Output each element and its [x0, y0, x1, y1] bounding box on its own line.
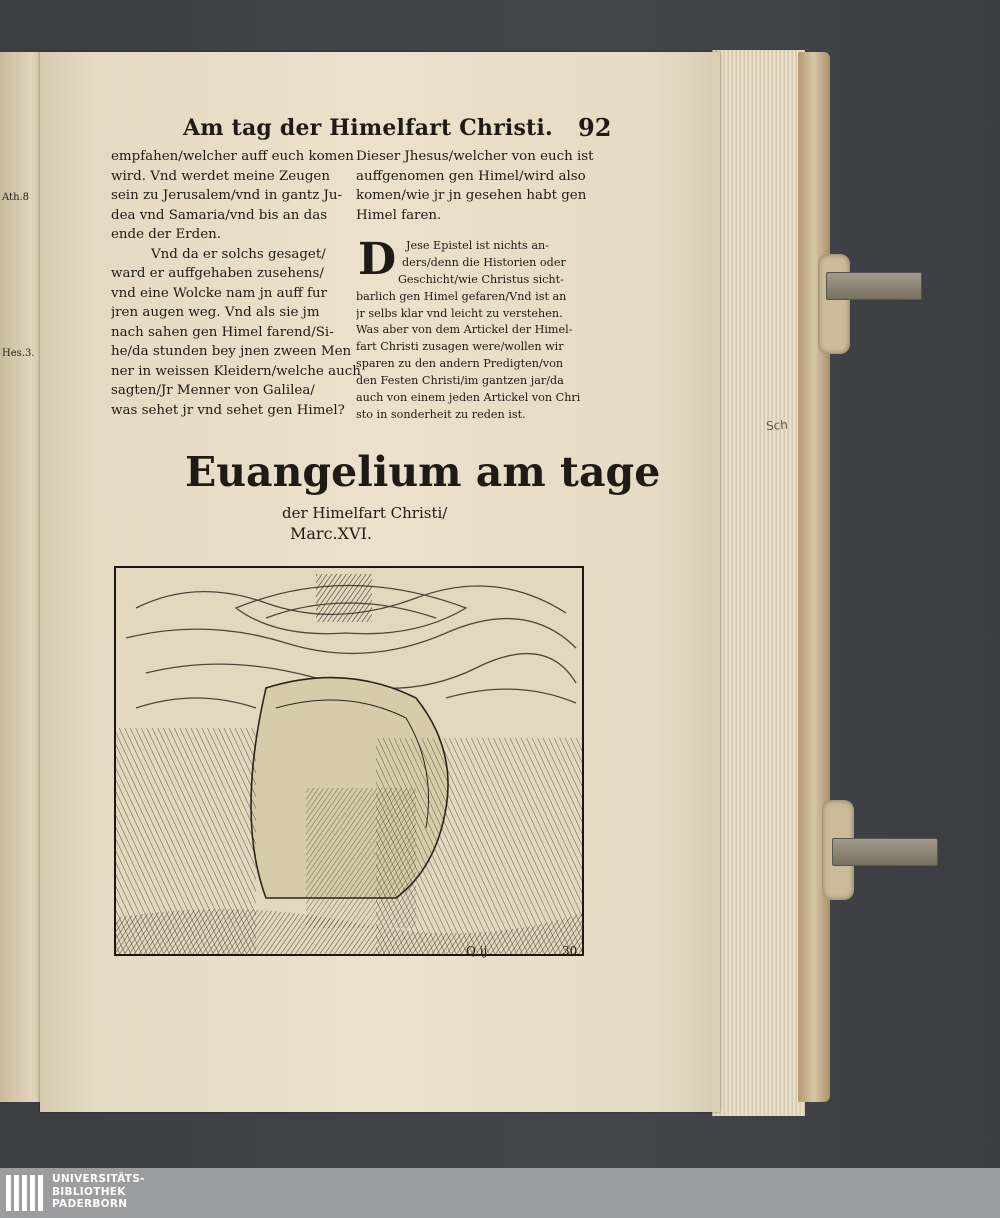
- text-line: was sehet jr vnd sehet gen Himel?: [111, 402, 345, 418]
- library-logo-icon: [6, 1175, 44, 1211]
- text-line: Dieser Jhesus/welcher von euch ist: [356, 149, 594, 164]
- text-line: nach sahen gen Himel farend/Si-: [111, 324, 334, 340]
- margin-note: Ath.8: [2, 192, 30, 203]
- text-line: sein zu Jerusalem/vnd in gantz Ju-: [111, 188, 343, 203]
- catchword: 30: [562, 944, 578, 958]
- clasp-lower-strap: [832, 838, 938, 866]
- text-line: ders/denn die Historien oder: [402, 255, 566, 269]
- text-line: komen/wie jr jn gesehen habt gen: [356, 188, 587, 203]
- text-line: he/da stunden bey jnen zween Men: [111, 344, 352, 359]
- gospel-reference: Marc.XVI.: [290, 524, 372, 543]
- folio-number: 92: [578, 113, 612, 142]
- text-line: den Festen Christi/im gantzen jar/da: [356, 374, 564, 388]
- cover-board: [798, 52, 830, 1102]
- library-name-line: UNIVERSITÄTS-: [52, 1173, 145, 1185]
- text-line: wird. Vnd werdet meine Zeugen: [111, 168, 330, 184]
- page-block-edges: [712, 50, 805, 1116]
- text-line: Was aber von dem Artickel der Himel-: [356, 323, 573, 337]
- signature-mark: Q ij: [466, 944, 488, 958]
- clasp-upper-base: [818, 254, 850, 354]
- library-name-line: PADERBORN: [52, 1198, 128, 1210]
- text-line: sto in sonderheit zu reden ist.: [356, 407, 526, 421]
- text-line: Vnd da er solchs gesaget/: [151, 246, 326, 262]
- text-line: fart Christi zusagen were/wollen wir: [356, 340, 564, 354]
- text-line: ner in weissen Kleidern/welche auch: [111, 363, 361, 379]
- library-footer: [0, 1168, 1000, 1218]
- text-line: auffgenomen gen Himel/wird also: [356, 168, 586, 184]
- spine-label: Sch: [765, 417, 789, 434]
- text-line: Himel faren.: [356, 207, 442, 223]
- woodcut-illustration: [116, 568, 582, 954]
- text-line: sagten/Jr Menner von Galilea/: [111, 383, 315, 398]
- text-line: empfahen/welcher auff euch komen: [111, 149, 354, 164]
- text-line: ende der Erden.: [111, 227, 222, 242]
- gospel-title: Euangelium am tage: [185, 448, 661, 496]
- library-name-line: BIBLIOTHEK: [52, 1185, 126, 1198]
- drop-cap: D: [358, 234, 397, 285]
- text-line: ward er auffgehaben zusehens/: [111, 266, 324, 281]
- gospel-subtitle: der Himelfart Christi/: [282, 504, 448, 522]
- text-line: Geschicht/wie Christus sicht-: [398, 272, 564, 286]
- text-line: dea vnd Samaria/vnd bis an das: [111, 207, 328, 223]
- text-column-right-bottom: [356, 234, 581, 424]
- text-line: barlich gen Himel gefaren/Vnd ist an: [356, 289, 567, 303]
- text-line: Jese Epistel ist nichts an-: [406, 239, 549, 252]
- text-column-left: [111, 147, 361, 420]
- text-line: jren augen weg. Vnd als sie jm: [111, 305, 320, 320]
- text-column-right-top: [356, 147, 594, 225]
- ascension-woodcut: [114, 566, 584, 956]
- library-name: [52, 1173, 145, 1211]
- text-line: sparen zu den andern Predigten/von: [356, 357, 564, 371]
- text-line: vnd eine Wolcke nam jn auff fur: [111, 285, 327, 301]
- text-line: auch von einem jeden Artickel von Chri: [356, 391, 581, 405]
- running-title: Am tag der Himelfart Christi.: [183, 115, 553, 141]
- text-line: jr selbs klar vnd leicht zu verstehen.: [356, 306, 563, 320]
- clasp-upper-strap: [826, 272, 922, 300]
- margin-note: Hes.3.: [2, 348, 35, 359]
